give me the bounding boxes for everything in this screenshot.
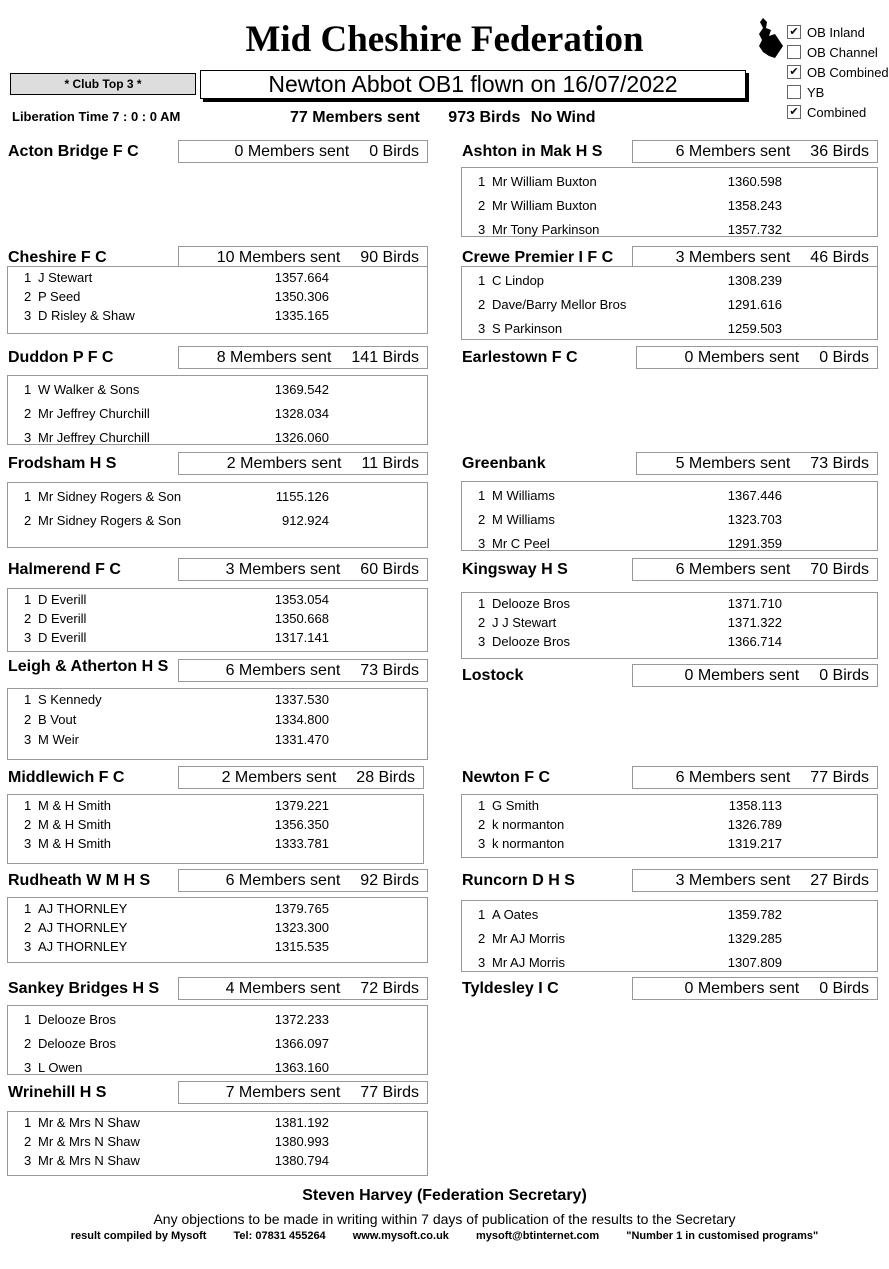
velocity: 1358.243	[727, 198, 782, 213]
results-table	[7, 482, 428, 548]
velocity: 1317.141	[274, 630, 329, 645]
results-table	[7, 897, 428, 963]
table-row	[8, 937, 427, 956]
option-label: Combined	[807, 104, 867, 120]
results-table	[461, 266, 878, 340]
birds-sent: 36 Birds	[810, 142, 869, 160]
position: 2	[24, 817, 32, 832]
table-row	[8, 1056, 427, 1080]
velocity: 1333.781	[274, 836, 329, 851]
birds-sent: 141 Birds	[351, 348, 419, 366]
velocity: 1380.993	[274, 1134, 329, 1149]
club-summary	[632, 977, 878, 1000]
members-sent: 6 Members sent	[675, 142, 791, 160]
birds-sent: 70 Birds	[810, 560, 869, 578]
position: 3	[478, 321, 486, 336]
fancier-name: G Smith	[492, 798, 539, 813]
position: 1	[478, 273, 486, 288]
position: 2	[24, 920, 32, 935]
velocity: 1363.160	[274, 1060, 329, 1075]
table-row	[8, 918, 427, 937]
velocity: 1319.217	[727, 836, 782, 851]
fancier-name: Mr Jeffrey Churchill	[38, 406, 150, 421]
birds-sent: 0 Birds	[819, 348, 869, 366]
velocity: 1337.530	[274, 692, 329, 707]
position: 2	[478, 198, 486, 213]
velocity: 1331.470	[274, 732, 329, 747]
position: 3	[478, 836, 486, 851]
table-row	[8, 402, 427, 426]
position: 3	[478, 955, 486, 970]
club-summary	[632, 869, 878, 892]
table-row	[8, 287, 427, 306]
members-sent: 6 Members sent	[675, 768, 791, 786]
birds-sent: 0 Birds	[819, 979, 869, 997]
table-row	[8, 426, 427, 450]
members-sent: 6 Members sent	[225, 661, 341, 679]
objections-note: Any objections to be made in writing within 7 days of publication of the results to the Secretary	[153, 1211, 736, 1227]
position: 2	[24, 712, 32, 727]
position: 2	[478, 615, 486, 630]
velocity: 1291.616	[727, 297, 782, 312]
position: 1	[24, 382, 32, 397]
position: 1	[24, 1012, 32, 1027]
option-checkbox[interactable]	[787, 82, 889, 102]
fancier-name: Delooze Bros	[38, 1012, 117, 1027]
fancier-name: S Parkinson	[492, 321, 563, 336]
birds-sent: 0 Birds	[369, 142, 419, 160]
position: 3	[24, 1153, 32, 1168]
birds-sent: 90 Birds	[360, 248, 419, 266]
page-title: Mid Cheshire Federation	[245, 19, 644, 60]
club-name: Leigh & Atherton H S	[8, 658, 169, 675]
table-row	[462, 218, 877, 242]
results-table	[7, 266, 428, 334]
option-checkbox[interactable]	[787, 102, 889, 122]
club-summary	[632, 766, 878, 789]
club-name: Acton Bridge F C	[8, 143, 139, 160]
fancier-name: A Oates	[492, 907, 539, 922]
position: 3	[478, 222, 486, 237]
race-summary	[290, 109, 620, 127]
table-row	[462, 532, 877, 556]
club-name: Tyldesley I C	[462, 980, 559, 997]
club-name: Sankey Bridges H S	[8, 980, 160, 997]
results-table	[461, 481, 878, 551]
position: 2	[24, 1134, 32, 1149]
option-label: OB Inland	[807, 24, 865, 40]
table-row	[462, 170, 877, 194]
fancier-name: B Vout	[38, 712, 77, 727]
fancier-name: Mr & Mrs N Shaw	[38, 1115, 140, 1130]
velocity: 1350.668	[274, 611, 329, 626]
fancier-name: P Seed	[38, 289, 81, 304]
club-name: Halmerend F C	[8, 561, 121, 578]
velocity: 1308.239	[727, 273, 782, 288]
position: 2	[478, 931, 486, 946]
compiler-footer	[0, 1230, 889, 1242]
birds-sent: 27 Birds	[810, 871, 869, 889]
members-sent: 8 Members sent	[216, 348, 332, 366]
empty-checkbox-icon[interactable]	[787, 85, 801, 99]
club-summary	[178, 346, 428, 369]
club-name: Newton F C	[462, 769, 550, 786]
table-row	[8, 1032, 427, 1056]
results-table	[461, 592, 878, 659]
fancier-name: Mr Sidney Rogers & Son	[38, 489, 182, 504]
fancier-name: M Williams	[492, 512, 555, 527]
fancier-name: D Risley & Shaw	[38, 308, 135, 323]
table-row	[8, 378, 427, 402]
birds-sent: 11 Birds	[361, 454, 419, 472]
members-sent: 5 Members sent	[675, 454, 791, 472]
velocity: 1379.765	[274, 901, 329, 916]
fancier-name: Mr AJ Morris	[492, 955, 565, 970]
club-name: Lostock	[462, 667, 524, 684]
club-name: Kingsway H S	[462, 561, 568, 578]
results-table	[7, 1005, 428, 1075]
position: 1	[24, 1115, 32, 1130]
total-members: 77 Members sent	[290, 109, 420, 126]
club-top-label: * Club Top 3 *	[10, 73, 196, 95]
position: 2	[24, 289, 32, 304]
members-sent: 2 Members sent	[221, 768, 337, 786]
velocity: 1380.794	[274, 1153, 329, 1168]
velocity: 1357.664	[274, 270, 329, 285]
position: 1	[24, 798, 32, 813]
position: 2	[24, 611, 32, 626]
results-table	[7, 375, 428, 445]
fancier-name: Mr & Mrs N Shaw	[38, 1134, 140, 1149]
club-summary	[636, 346, 878, 369]
velocity: 1356.350	[274, 817, 329, 832]
birds-sent: 46 Birds	[810, 248, 869, 266]
velocity: 1323.300	[274, 920, 329, 935]
club-summary	[178, 140, 428, 163]
position: 1	[24, 489, 32, 504]
results-table	[461, 900, 878, 972]
phone: Tel: 07831 455264	[233, 1230, 326, 1242]
table-row	[462, 508, 877, 532]
members-sent: 3 Members sent	[675, 871, 791, 889]
results-table	[7, 1111, 428, 1176]
members-sent: 10 Members sent	[216, 248, 341, 266]
birds-sent: 72 Birds	[360, 979, 419, 997]
table-row	[8, 1132, 427, 1151]
velocity: 1357.732	[727, 222, 782, 237]
members-sent: 0 Members sent	[684, 666, 800, 684]
club-summary	[636, 452, 878, 475]
velocity: 1335.165	[274, 308, 329, 323]
option-checkbox[interactable]	[787, 62, 889, 82]
velocity: 1329.285	[727, 931, 782, 946]
table-row	[8, 509, 427, 533]
position: 1	[24, 270, 32, 285]
velocity: 1366.097	[274, 1036, 329, 1051]
fancier-name: Mr C Peel	[492, 536, 550, 551]
velocity: 1360.598	[727, 174, 782, 189]
table-row	[8, 815, 423, 834]
members-sent: 2 Members sent	[226, 454, 342, 472]
table-row	[8, 590, 427, 609]
fancier-name: Mr Jeffrey Churchill	[38, 430, 150, 445]
velocity: 1155.126	[275, 489, 329, 504]
position: 1	[24, 692, 32, 707]
slogan: "Number 1 in customised programs"	[626, 1230, 819, 1242]
fancier-name: AJ THORNLEY	[38, 939, 128, 954]
table-row	[462, 269, 877, 293]
position: 3	[24, 308, 32, 323]
position: 3	[478, 634, 486, 649]
birds-sent: 0 Birds	[819, 666, 869, 684]
table-row	[462, 927, 877, 951]
table-row	[462, 317, 877, 341]
table-row	[462, 194, 877, 218]
position: 3	[478, 536, 486, 551]
fancier-name: Dave/Barry Mellor Bros	[492, 297, 627, 312]
fancier-name: k normanton	[492, 817, 565, 832]
club-name: Cheshire F C	[8, 249, 107, 266]
fancier-name: M Weir	[38, 732, 79, 747]
table-row	[8, 1008, 427, 1032]
velocity: 912.924	[282, 513, 329, 528]
fancier-name: M Williams	[492, 488, 555, 503]
members-sent: 4 Members sent	[225, 979, 341, 997]
club-summary	[178, 452, 428, 475]
table-row	[8, 796, 423, 815]
table-row	[8, 1151, 427, 1170]
table-row	[462, 293, 877, 317]
position: 1	[24, 592, 32, 607]
velocity: 1371.322	[727, 615, 782, 630]
website-link[interactable]: www.mysoft.co.uk	[352, 1230, 449, 1242]
liberation-time: Liberation Time 7 : 0 : 0 AM	[12, 109, 181, 124]
fancier-name: S Kennedy	[38, 692, 102, 707]
birds-sent: 60 Birds	[360, 560, 419, 578]
option-label: OB Channel	[807, 44, 878, 60]
members-sent: 6 Members sent	[675, 560, 791, 578]
club-summary	[178, 977, 428, 1000]
fancier-name: AJ THORNLEY	[38, 901, 128, 916]
club-name: Crewe Premier I F C	[462, 249, 614, 266]
velocity: 1334.800	[274, 712, 329, 727]
velocity: 1366.714	[727, 634, 782, 649]
position: 3	[24, 732, 32, 747]
compiled-by: result compiled by Mysoft	[70, 1230, 207, 1242]
velocity: 1359.782	[727, 907, 782, 922]
velocity: 1381.192	[274, 1115, 329, 1130]
table-row	[8, 1113, 427, 1132]
fancier-name: C Lindop	[492, 273, 545, 288]
table-row	[8, 485, 427, 509]
position: 2	[24, 513, 32, 528]
cheshire-map-icon	[757, 16, 785, 60]
club-name: Duddon P F C	[8, 349, 114, 366]
table-row	[8, 834, 423, 853]
fancier-name: D Everill	[38, 611, 87, 626]
position: 1	[478, 174, 486, 189]
option-label: OB Combined	[807, 64, 889, 80]
position: 2	[478, 817, 486, 832]
checkmark-icon[interactable]: ✔	[787, 65, 801, 79]
results-table	[7, 588, 428, 652]
table-row	[8, 268, 427, 287]
results-table	[7, 688, 428, 760]
fancier-name: L Owen	[38, 1060, 83, 1075]
secretary: Steven Harvey (Federation Secretary)	[302, 1187, 587, 1204]
table-row	[462, 815, 877, 834]
fancier-name: Delooze Bros	[38, 1036, 117, 1051]
fancier-name: D Everill	[38, 630, 87, 645]
position: 2	[478, 297, 486, 312]
position: 3	[24, 836, 32, 851]
table-row	[462, 834, 877, 853]
table-row	[8, 306, 427, 325]
fancier-name: AJ THORNLEY	[38, 920, 128, 935]
position: 1	[478, 907, 486, 922]
position: 3	[24, 630, 32, 645]
club-summary	[632, 558, 878, 581]
results-table	[461, 167, 878, 237]
fancier-name: M & H Smith	[38, 817, 111, 832]
position: 2	[478, 512, 486, 527]
position: 3	[24, 1060, 32, 1075]
results-table	[461, 794, 878, 858]
club-name: Rudheath W M H S	[8, 872, 151, 889]
wind: No Wind	[530, 109, 596, 126]
table-row	[462, 951, 877, 975]
table-row	[8, 609, 427, 628]
velocity: 1369.542	[274, 382, 329, 397]
category-options	[787, 22, 889, 122]
fancier-name: Mr & Mrs N Shaw	[38, 1153, 140, 1168]
velocity: 1291.359	[727, 536, 782, 551]
position: 1	[478, 488, 486, 503]
club-name: Greenbank	[462, 455, 546, 472]
option-label: YB	[807, 84, 825, 100]
table-row	[462, 594, 877, 613]
position: 1	[478, 798, 486, 813]
race-title: Newton Abbot OB1 flown on 16/07/2022	[200, 70, 746, 99]
club-name: Ashton in Mak H S	[462, 143, 603, 160]
table-row	[8, 690, 427, 710]
fancier-name: Mr Tony Parkinson	[492, 222, 600, 237]
club-summary	[178, 659, 428, 682]
table-row	[8, 628, 427, 647]
club-name: Frodsham H S	[8, 455, 117, 472]
velocity: 1372.233	[274, 1012, 329, 1027]
position: 1	[24, 901, 32, 916]
fancier-name: D Everill	[38, 592, 87, 607]
fancier-name: M & H Smith	[38, 836, 111, 851]
velocity: 1315.535	[274, 939, 329, 954]
velocity: 1350.306	[274, 289, 329, 304]
results-table	[7, 794, 424, 864]
members-sent: 0 Members sent	[684, 979, 800, 997]
club-summary	[178, 869, 428, 892]
birds-sent: 92 Birds	[360, 871, 419, 889]
option-checkbox[interactable]	[787, 42, 889, 62]
velocity: 1326.789	[727, 817, 782, 832]
club-name: Middlewich F C	[8, 769, 125, 786]
fancier-name: Mr William Buxton	[492, 198, 597, 213]
fancier-name: Delooze Bros	[492, 596, 571, 611]
birds-sent: 73 Birds	[360, 661, 419, 679]
position: 3	[24, 939, 32, 954]
velocity: 1367.446	[727, 488, 782, 503]
email-link[interactable]: mysoft@btinternet.com	[475, 1230, 600, 1242]
table-row	[462, 632, 877, 651]
table-row	[8, 710, 427, 730]
birds-sent: 73 Birds	[810, 454, 869, 472]
fancier-name: k normanton	[492, 836, 565, 851]
birds-sent: 77 Birds	[360, 1083, 419, 1101]
club-summary	[178, 558, 428, 581]
velocity: 1326.060	[274, 430, 329, 445]
table-row	[462, 613, 877, 632]
fancier-name: M & H Smith	[38, 798, 111, 813]
fancier-name: Mr William Buxton	[492, 174, 597, 189]
club-summary	[178, 766, 424, 789]
option-checkbox[interactable]	[787, 22, 889, 42]
velocity: 1323.703	[727, 512, 782, 527]
velocity: 1307.809	[727, 955, 782, 970]
position: 3	[24, 430, 32, 445]
club-name: Wrinehill H S	[8, 1084, 107, 1101]
fancier-name: J Stewart	[38, 270, 93, 285]
members-sent: 6 Members sent	[225, 871, 341, 889]
members-sent: 3 Members sent	[675, 248, 791, 266]
club-summary	[178, 1081, 428, 1104]
table-row	[462, 796, 877, 815]
club-name: Runcorn D H S	[462, 872, 575, 889]
club-summary	[632, 664, 878, 687]
position: 2	[24, 1036, 32, 1051]
velocity: 1358.113	[728, 798, 782, 813]
birds-sent: 77 Birds	[810, 768, 869, 786]
empty-checkbox-icon[interactable]	[787, 45, 801, 59]
table-row	[8, 730, 427, 750]
fancier-name: Mr Sidney Rogers & Son	[38, 513, 182, 528]
club-summary	[632, 140, 878, 163]
checkmark-icon[interactable]: ✔	[787, 25, 801, 39]
position: 1	[478, 596, 486, 611]
table-row	[8, 899, 427, 918]
table-row	[462, 903, 877, 927]
fancier-name: W Walker & Sons	[38, 382, 140, 397]
members-sent: 3 Members sent	[225, 560, 341, 578]
fancier-name: J J Stewart	[492, 615, 557, 630]
fancier-name: Delooze Bros	[492, 634, 571, 649]
velocity: 1371.710	[727, 596, 782, 611]
members-sent: 7 Members sent	[225, 1083, 341, 1101]
club-name: Earlestown F C	[462, 349, 578, 366]
velocity: 1259.503	[727, 321, 782, 336]
velocity: 1353.054	[274, 592, 329, 607]
members-sent: 0 Members sent	[684, 348, 800, 366]
velocity: 1379.221	[274, 798, 329, 813]
total-birds: 973 Birds	[448, 109, 521, 126]
table-row	[462, 484, 877, 508]
birds-sent: 28 Birds	[356, 768, 415, 786]
position: 2	[24, 406, 32, 421]
fancier-name: Mr AJ Morris	[492, 931, 565, 946]
velocity: 1328.034	[274, 406, 329, 421]
members-sent: 0 Members sent	[234, 142, 350, 160]
checkmark-icon[interactable]: ✔	[787, 105, 801, 119]
